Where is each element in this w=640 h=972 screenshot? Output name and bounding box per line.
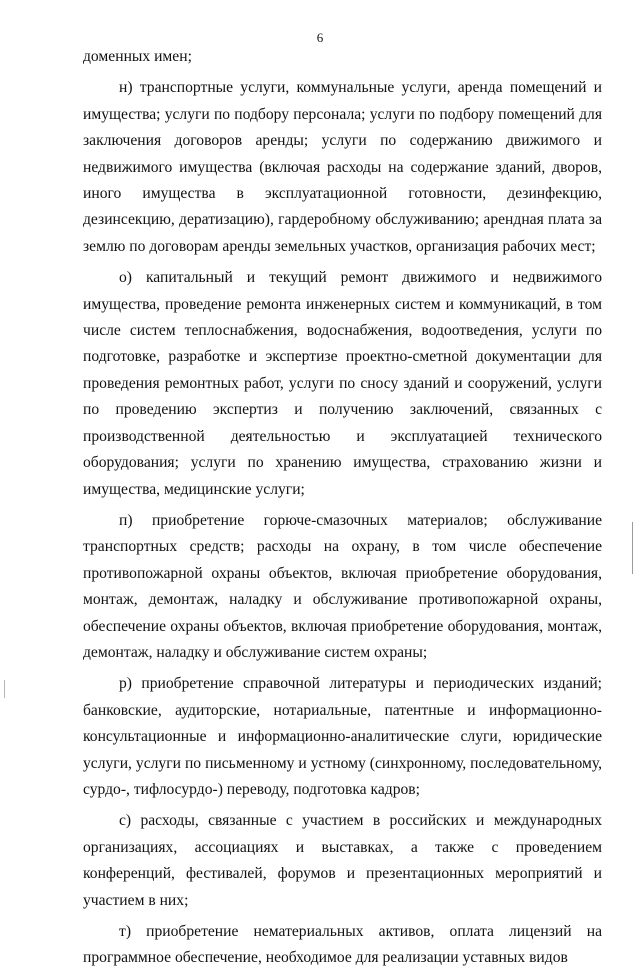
paragraph-continuation: доменных имен; xyxy=(83,48,192,65)
paragraph-item-n: н) транспортные услуги, коммунальные услуги, аренда помещений и имущества; услуги по подбору персонала; услуги по подбору помещений для заключения договоров аренды; услуги по содержанию движимого и недвижимого имущества (включая расходы на содержание зданий, дворов, иного имущества в эксплуатационной готовности, дезинфекцию, дезинсекцию, дератизацию), гардеробному обслуживанию; арендная плата за землю по договорам аренды земельных участков, организация рабочих мест; xyxy=(83,79,602,255)
paragraph-item-r: р) приобретение справочной литературы и периодических изданий; банковские, аудиторские, нотариальные, патентные и информационно-консультационные и информационно-аналитические слуги, юридические услуги, услуги по письменному и устному (синхронному, последовательному, сурдо-, тифлосурдо-) переводу, подготовка кадров; xyxy=(83,675,602,798)
paragraph-item-p: п) приобретение горюче-смазочных материалов; обслуживание транспортных средств; расходы на охрану, в том числе обеспечение противопожарной охраны объектов, включая приобретение оборудования, монтаж, демонтаж, наладку и обслуживание противопожарной охраны, обеспечение охраны объектов, включая приобретение оборудования, монтаж, демонтаж, наладку и обслуживание систем охраны; xyxy=(83,511,602,661)
paragraph-item-o: о) капитальный и текущий ремонт движимого и недвижимого имущества, проведение ремонта инженерных систем и коммуникаций, в том числе систем теплоснабжения, водоснабжения, водоотведения, услуги по подготовке, разработке и экспертизе проектно-сметной документации для проведения ремонтных работ, услуги по сносу зданий и сооружений, услуги по проведению экспертиз и получению заключений, связанных с производственной деятельностью и эксплуатацией технического оборудования; услуги по хранению имущества, страхованию жизни и имущества, медицинские услуги; xyxy=(83,269,602,498)
paragraph-item-t: т) приобретение нематериальных активов, оплата лицензий на программное обеспечение, необходимое для реализации уставных видов xyxy=(83,923,602,967)
scan-edge-mark xyxy=(632,522,633,574)
document-body xyxy=(83,44,602,972)
page-number: 6 xyxy=(316,30,324,45)
scan-edge-mark-left xyxy=(4,680,5,698)
paragraph-item-s: с) расходы, связанные с участием в российских и международных организациях, ассоциациях и выставках, а также с проведением конференций, фестивалей, форумов и презентационных мероприятий и участием в них; xyxy=(83,812,602,909)
